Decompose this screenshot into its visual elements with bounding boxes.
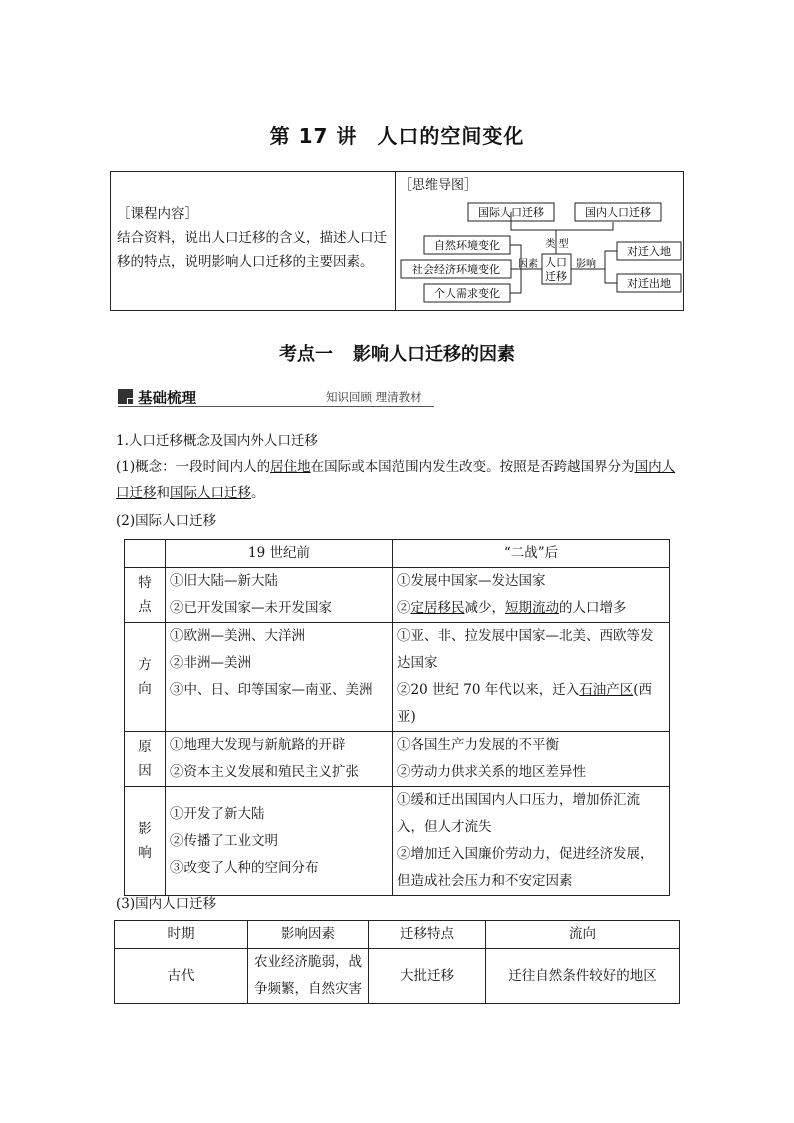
lecture-number: 第 17 讲 [269, 124, 358, 148]
table-row [125, 787, 670, 896]
cell-flow: 迁往自然条件较好的地区 [486, 949, 680, 1004]
cell-period: 古代 [115, 949, 248, 1004]
cell-blank: 定居移民 [410, 600, 465, 616]
cell-line: ①旧大陆—新大陆 [170, 573, 278, 589]
table-cell [166, 623, 393, 732]
mm-effect-1: 对迁入地 [627, 245, 671, 258]
cell-line: ①各国生产力发展的不平衡 [397, 737, 559, 753]
cell-blank: 石油产区 [579, 682, 634, 698]
section-title [0, 340, 794, 366]
row-label-cause [125, 732, 166, 787]
table-header-period: 时期 [115, 921, 248, 949]
table-header-flow: 流向 [486, 921, 680, 949]
cell-line: ②传播了工业文明 [170, 832, 278, 849]
row-label-char: 方 [138, 657, 152, 673]
cell-feature: 大批迁移 [369, 949, 486, 1004]
mm-factor-3: 个人需求变化 [434, 287, 500, 300]
cell-line: ①发展中国家—发达国家 [397, 573, 546, 589]
concept-text-2: 在国际或本国范围内发生改变。按照是否跨越国界分为 [310, 459, 635, 475]
cell-text: 的人口增多 [559, 600, 627, 616]
table-cell [393, 732, 670, 787]
row-label-char: 响 [138, 845, 152, 861]
cell-blank: 短期流动 [505, 600, 559, 616]
row-label-char: 特 [138, 575, 152, 591]
section-number: 考点一 [279, 344, 333, 365]
cell-text: ② [397, 600, 411, 616]
mm-center-2: 迁移 [545, 270, 567, 283]
concept-text-3: 和 [156, 485, 170, 501]
table-cell [166, 732, 393, 787]
row-label-char: 影 [138, 821, 152, 837]
cell-text: 减少， [464, 600, 505, 616]
cell-line: ①缓和迁出国国内人口压力，增加侨汇流入，但人才流失 [397, 792, 640, 835]
table-row [115, 949, 680, 1004]
row-label-features [125, 568, 166, 623]
row-label-impact [125, 787, 166, 896]
cell-text: (西亚) [397, 682, 653, 725]
cell-line: ②非洲—美洲 [170, 655, 251, 671]
intl-migration-table [124, 539, 670, 896]
basics-underline [118, 406, 434, 407]
table-cell [166, 568, 393, 623]
page-title [0, 120, 794, 149]
concept-blank-2: 国内人口迁移 [116, 459, 676, 501]
table-header-row [115, 921, 680, 949]
cell-line: ②已开发国家—未开发国家 [170, 600, 332, 616]
cell-text: ②20 世纪 70 年代以来，迁入 [397, 682, 580, 698]
course-heading: ［课程内容］ [117, 206, 198, 222]
table-row [125, 732, 670, 787]
table-header-empty [125, 540, 166, 568]
mindmap [397, 172, 683, 310]
cell-line: ②劳动力供求关系的地区差异性 [397, 764, 586, 780]
domestic-migration-heading: (3)国内人口迁移 [116, 896, 217, 912]
cell-line: ①亚、非、拉发展中国家—北美、西欧等发达国家 [397, 628, 654, 671]
concept-text-1: (1)概念：一段时间内人的 [116, 459, 271, 475]
table-cell [393, 623, 670, 732]
course-content [117, 202, 389, 274]
concept-blank-1: 居住地 [270, 459, 311, 475]
cell-line: ②资本主义发展和殖民主义扩张 [170, 764, 359, 780]
cell-line: ③改变了人种的空间分布 [170, 859, 319, 876]
mm-type-label: 类 型 [545, 239, 569, 250]
cell-line: ②增加迁入国廉价劳动力，促进经济发展，但造成社会压力和不安定因素 [397, 846, 654, 889]
table-cell [166, 787, 393, 896]
table-header-postwar: “二战”后 [393, 540, 670, 568]
concept-paragraph [116, 454, 688, 506]
table-header-row [125, 540, 670, 568]
table-row [125, 568, 670, 623]
table-cell [393, 568, 670, 623]
table-header-factor: 影响因素 [248, 921, 369, 949]
cell-line [397, 595, 665, 622]
row-label-char: 因 [138, 763, 152, 779]
mm-factor-2: 社会经济环境变化 [412, 263, 500, 276]
row-label-char: 向 [138, 681, 152, 697]
cell-line: ①开发了新大陆 [170, 805, 265, 822]
cell-line [397, 677, 665, 731]
cell-line: ①地理大发现与新航路的开辟 [170, 737, 346, 753]
cell-line: ①欧洲—美洲、大洋洲 [170, 628, 305, 644]
lecture-name: 人口的空间变化 [377, 124, 525, 148]
basics-subtitle: 知识回顾 理清教材 [326, 390, 422, 404]
basics-header [118, 386, 434, 410]
mm-factor-1: 自然环境变化 [434, 239, 500, 252]
table-header-pre19: 19 世纪前 [166, 540, 393, 568]
mm-center-1: 人口 [545, 256, 567, 269]
mm-effect-2: 对迁出地 [627, 277, 671, 290]
basics-label: 基础梳理 [138, 391, 196, 407]
mindmap-heading: ［思维导图］ [399, 178, 478, 193]
cell-line: ③中、日、印等国家—南亚、美洲 [170, 682, 373, 698]
point-1-heading: 1.人口迁移概念及国内外人口迁移 [116, 433, 318, 449]
table-row [125, 623, 670, 732]
table-cell [393, 787, 670, 896]
domestic-migration-table [114, 920, 680, 1004]
course-text: 结合资料，说出人口迁移的含义，描述人口迁移的特点，说明影响人口迁移的主要因素。 [117, 230, 387, 270]
row-label-char: 点 [138, 599, 152, 615]
concept-text-4: 。 [251, 485, 265, 501]
square-icon [118, 389, 133, 404]
mm-domestic: 国内人口迁移 [585, 206, 651, 219]
row-label-direction [125, 623, 166, 732]
row-label-char: 原 [138, 739, 152, 755]
cell-factor: 农业经济脆弱，战争频繁，自然灾害 [248, 949, 369, 1004]
mm-impact-label: 影响 [576, 259, 596, 270]
mm-factor-label: 因素 [518, 259, 538, 270]
mindmap-diagram [397, 172, 683, 310]
intro-box [110, 171, 684, 311]
table-header-feature: 迁移特点 [369, 921, 486, 949]
section-name: 影响人口迁移的因素 [353, 344, 515, 365]
intro-divider [395, 172, 396, 310]
mm-international: 国际人口迁移 [478, 206, 544, 219]
concept-blank-3: 国际人口迁移 [170, 485, 251, 501]
intl-migration-heading: (2)国际人口迁移 [116, 513, 217, 529]
